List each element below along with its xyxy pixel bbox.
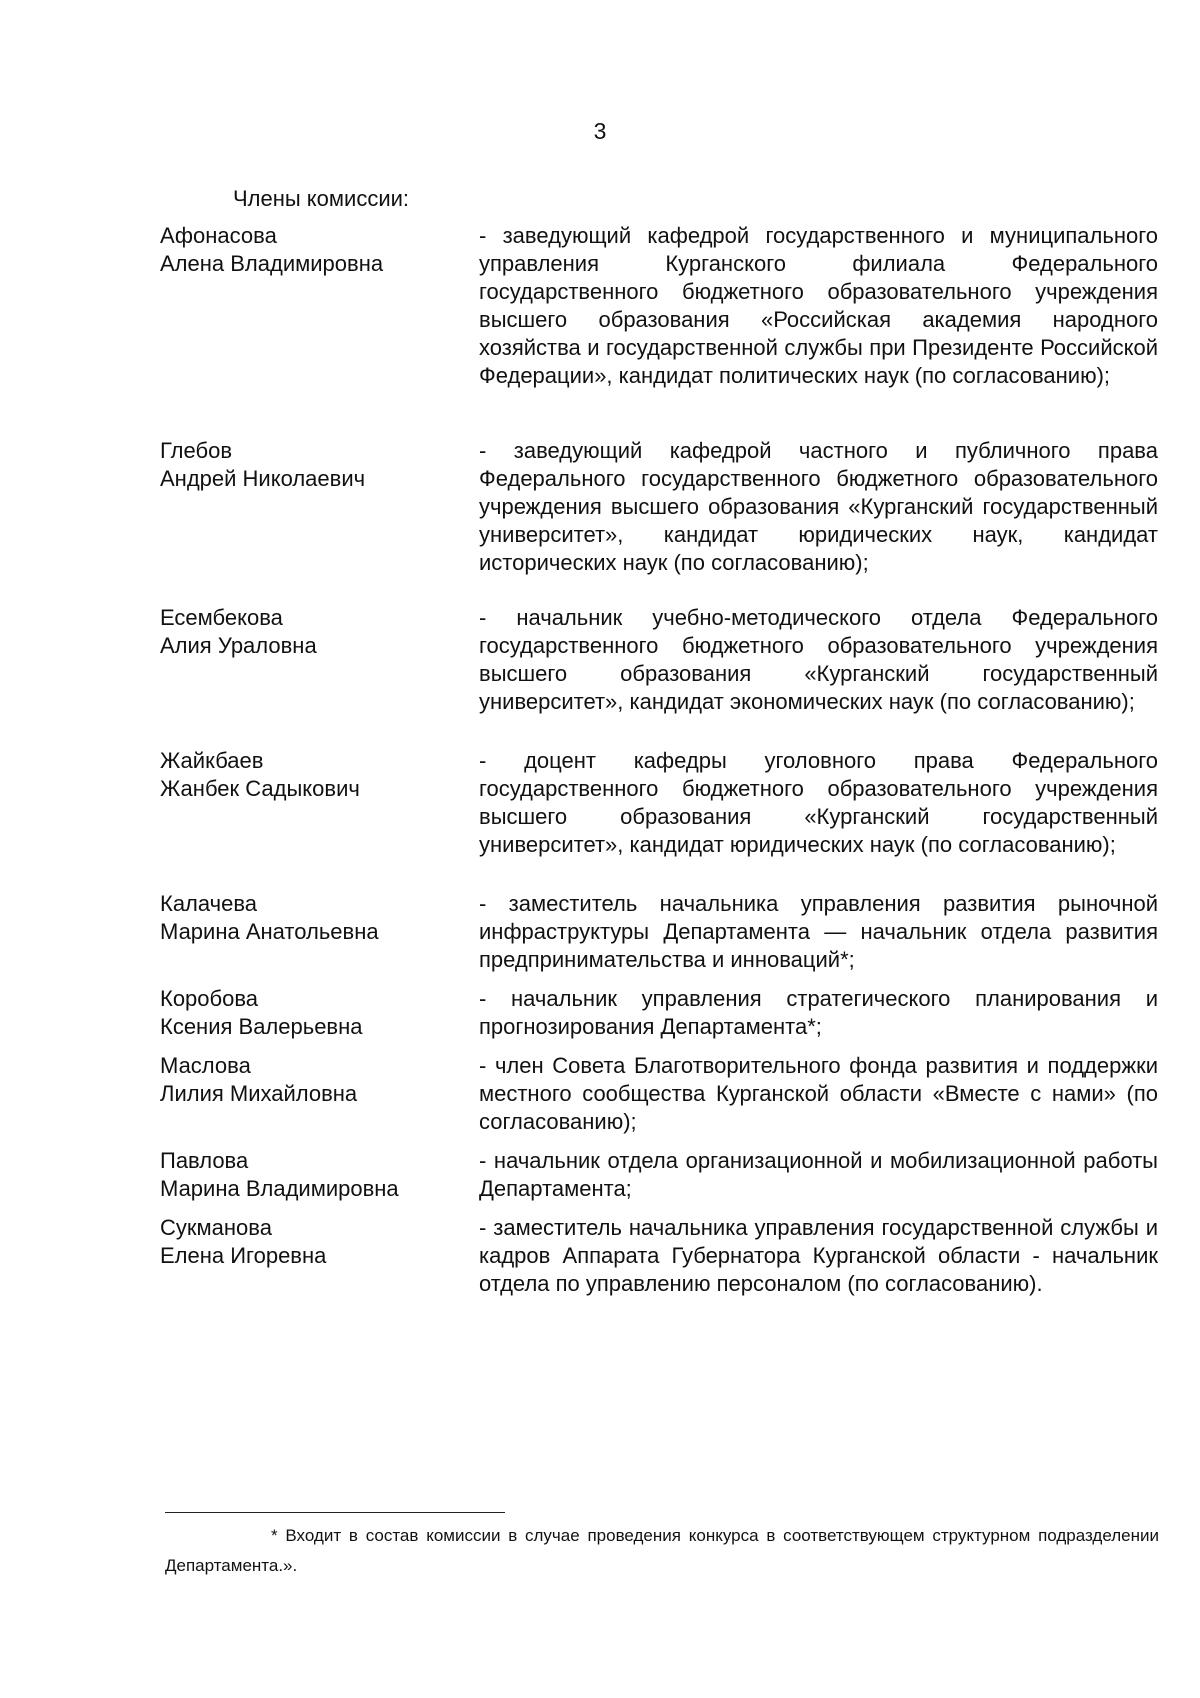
member-given-names: Елена Игоревна: [160, 1243, 327, 1268]
member-row: [160, 437, 1158, 604]
member-row: [160, 890, 1158, 985]
member-surname: Сукманова: [160, 1215, 272, 1240]
member-row: [160, 1214, 1158, 1298]
page-number: 3: [593, 118, 607, 144]
member-surname: Коробова: [160, 986, 259, 1011]
member-position: - начальник отдела организационной и мобилизационной работы Департамента;: [479, 1148, 1158, 1201]
member-given-names: Андрей Николаевич: [160, 466, 366, 491]
member-surname: Есембекова: [160, 605, 283, 630]
member-position: - начальник учебно-методического отдела Федерального государственного бюджетного образовательного учреждения высшего образования «Курганский государственный университет», кандидат экономических наук (по согласованию);: [479, 605, 1158, 714]
member-row: [160, 604, 1158, 747]
footnote-divider: [165, 1512, 505, 1513]
member-surname: Калачева: [160, 891, 258, 916]
member-given-names: Жанбек Садыкович: [160, 776, 360, 801]
member-row: [160, 747, 1158, 890]
member-given-names: Ксения Валерьевна: [160, 1014, 363, 1039]
member-position: - заместитель начальника управления развития рыночной инфраструктуры Департамента — начальник отдела развития предпринимательства и инноваций*;: [479, 891, 1158, 972]
member-position: - заведующий кафедрой частного и публичного права Федерального государственного бюджетного образовательного учреждения высшего образования «Курганский государственный университет», кандидат юридических наук, кандидат исторических наук (по согласованию);: [479, 438, 1158, 575]
member-name: [160, 437, 479, 493]
member-name: [160, 222, 479, 278]
member-row: [160, 1052, 1158, 1147]
member-given-names: Марина Владимировна: [160, 1176, 399, 1201]
member-position: - член Совета Благотворительного фонда развития и поддержки местного сообщества Курганской области «Вместе с нами» (по согласованию);: [479, 1053, 1158, 1134]
member-given-names: Алена Владимировна: [160, 251, 384, 276]
member-name: [160, 1147, 479, 1203]
member-position: - доцент кафедры уголовного права Федерального государственного бюджетного образовательного учреждения высшего образования «Курганский государственный университет», кандидат юридических наук (по согласованию);: [479, 748, 1158, 857]
member-given-names: Марина Анатольевна: [160, 919, 379, 944]
member-row: [160, 222, 1158, 437]
member-name: [160, 1052, 479, 1108]
members-list: [160, 222, 1158, 1298]
member-surname: Афонасова: [160, 223, 277, 248]
member-surname: Глебов: [160, 438, 233, 463]
member-position: - заместитель начальника управления государственной службы и кадров Аппарата Губернатора Курганской области - начальник отдела по управлению персоналом (по согласованию).: [479, 1215, 1158, 1296]
member-name: [160, 985, 479, 1041]
member-row: [160, 985, 1158, 1052]
member-given-names: Лилия Михайловна: [160, 1081, 358, 1106]
member-surname: Павлова: [160, 1148, 249, 1173]
member-name: [160, 747, 479, 803]
member-surname: Жайкбаев: [160, 748, 264, 773]
member-position: - заведующий кафедрой государственного и муниципального управления Курганского филиала Федерального государственного бюджетного образовательного учреждения высшего образования «Российская академия народного хозяйства и государственной службы при Президенте Российской Федерации», кандидат политических наук (по согласованию);: [479, 223, 1158, 388]
member-row: [160, 1147, 1158, 1214]
member-name: [160, 890, 479, 946]
member-surname: Маслова: [160, 1053, 251, 1078]
footnote: * Входит в состав комиссии в случае проведения конкурса в соответствующем структурном подразделении Департамента.».: [165, 1526, 1159, 1575]
member-name: [160, 1214, 479, 1270]
members-heading: Члены комиссии:: [233, 186, 410, 211]
member-given-names: Алия Ураловна: [160, 633, 317, 658]
member-position: - начальник управления стратегического планирования и прогнозирования Департамента*;: [479, 986, 1158, 1039]
member-name: [160, 604, 479, 660]
